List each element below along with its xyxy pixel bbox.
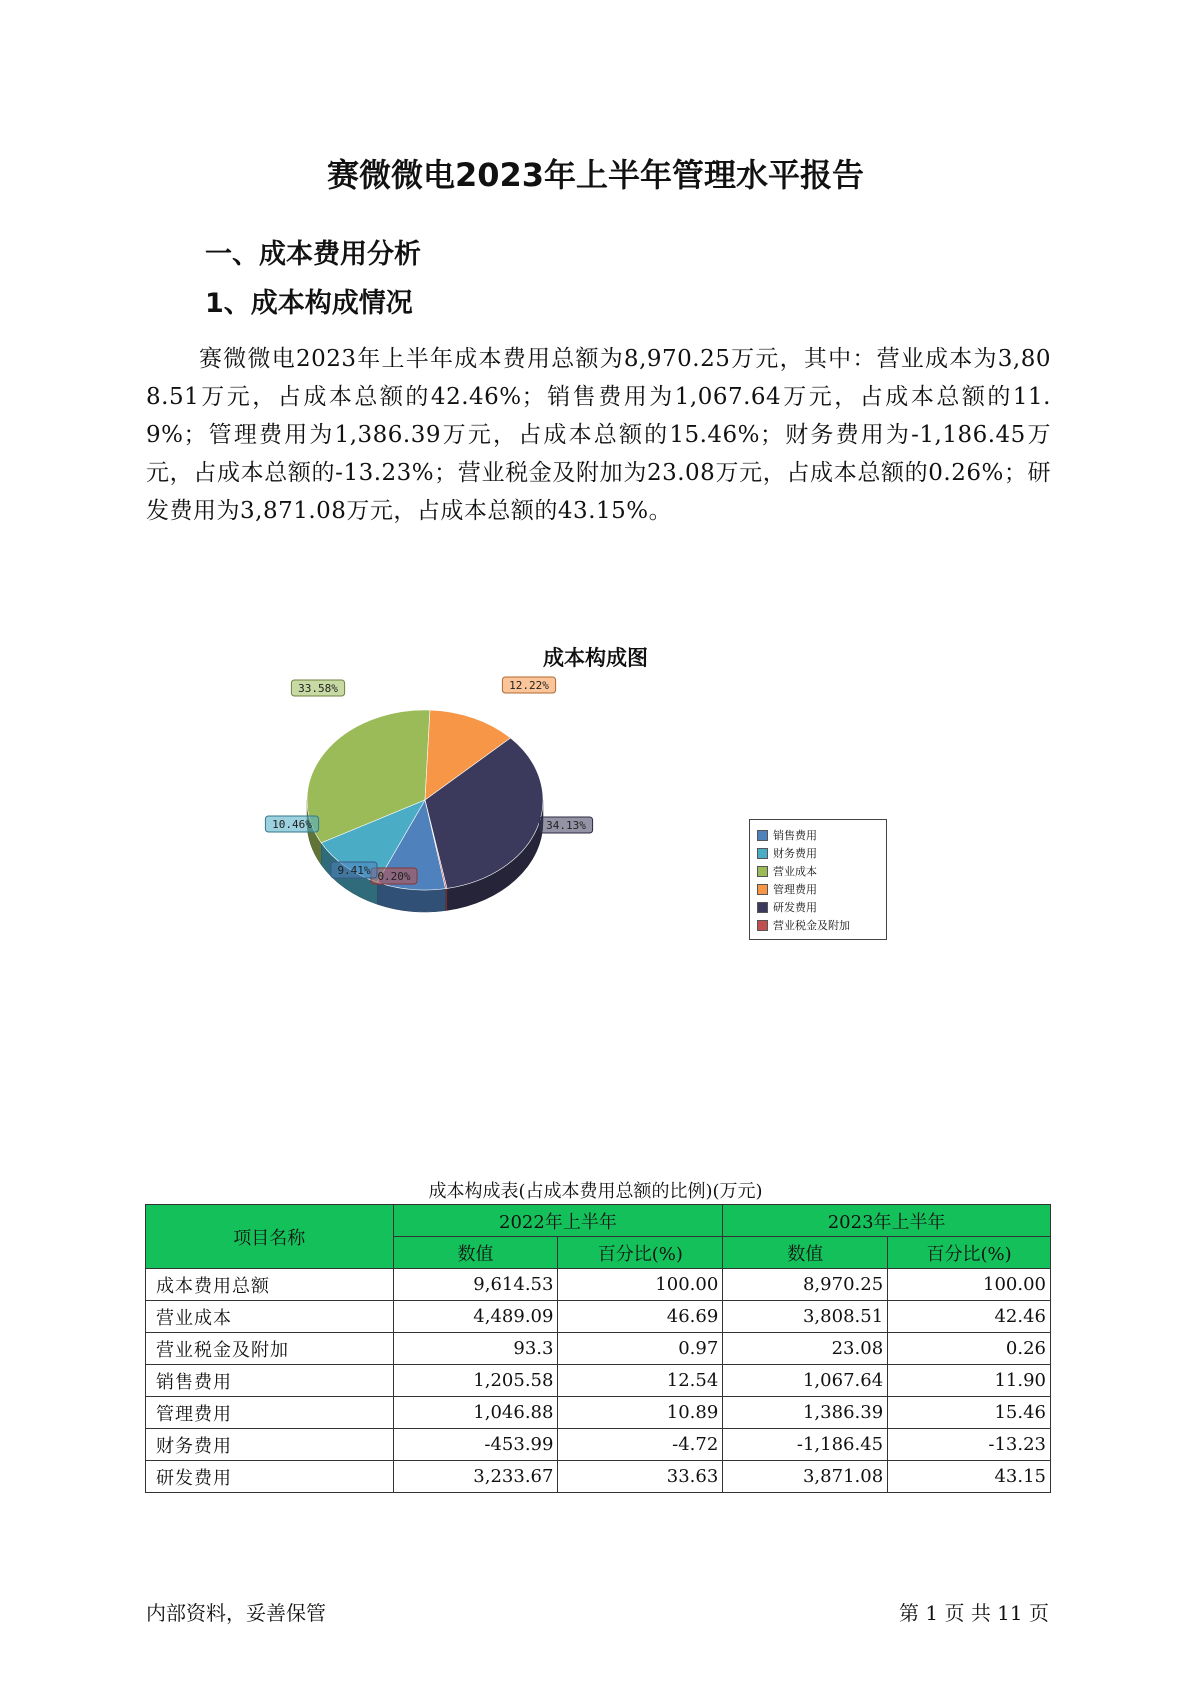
legend-label: 财务费用 — [773, 847, 817, 860]
data-label — [502, 677, 555, 693]
data-label-text: 33.58% — [298, 682, 338, 695]
legend-label: 营业成本 — [773, 865, 817, 878]
data-label-text: 12.22% — [509, 679, 549, 692]
table-row — [146, 1397, 1051, 1429]
cell-pct-2023: 15.46 — [888, 1397, 1051, 1429]
legend-item — [757, 880, 881, 898]
cell-pct-2023: -13.23 — [888, 1429, 1051, 1461]
row-name: 财务费用 — [146, 1429, 394, 1461]
cell-value-2022: 4,489.09 — [393, 1301, 558, 1333]
legend-swatch — [757, 920, 768, 931]
chart-legend — [749, 819, 887, 940]
cell-value-2023: 1,386.39 — [723, 1397, 888, 1429]
legend-swatch — [757, 884, 768, 895]
data-label — [331, 862, 377, 878]
header-value-2023: 数值 — [723, 1237, 888, 1269]
legend-item — [757, 898, 881, 916]
table-row — [146, 1333, 1051, 1365]
cell-value-2023: 8,970.25 — [723, 1269, 888, 1301]
cell-value-2022: 9,614.53 — [393, 1269, 558, 1301]
legend-label: 研发费用 — [773, 901, 817, 914]
page-title: 赛微微电2023年上半年管理水平报告 — [326, 156, 865, 194]
cell-pct-2022: 46.69 — [558, 1301, 723, 1333]
data-label — [265, 816, 318, 832]
row-name: 销售费用 — [146, 1365, 394, 1397]
cell-value-2023: 3,871.08 — [723, 1461, 888, 1493]
cell-pct-2023: 43.15 — [888, 1461, 1051, 1493]
row-name: 管理费用 — [146, 1397, 394, 1429]
cell-value-2023: 3,808.51 — [723, 1301, 888, 1333]
table-row — [146, 1269, 1051, 1301]
cell-value-2022: 3,233.67 — [393, 1461, 558, 1493]
data-label — [291, 680, 344, 696]
table-row — [146, 1429, 1051, 1461]
cell-pct-2023: 100.00 — [888, 1269, 1051, 1301]
cell-value-2022: -453.99 — [393, 1429, 558, 1461]
data-label-text: 34.13% — [546, 819, 586, 832]
legend-label: 营业税金及附加 — [773, 919, 850, 932]
cell-pct-2023: 42.46 — [888, 1301, 1051, 1333]
summary-paragraph: 赛微微电2023年上半年成本费用总额为8,970.25万元，其中：营业成本为3,808.51万元，占成本总额的42.46%；销售费用为1,067.64万元，占成本总额的11.9%；管理费用为1,386.39万元，占成本总额的15.46%；财务费用为-1,186.45万元，占成本总额的-13.23%；营业税金及附加为23.08万元，占成本总额的0.26%；研发费用为3,871.08万元，占成本总额的43.15%。 — [146, 346, 1051, 524]
cell-value-2023: -1,186.45 — [723, 1429, 888, 1461]
page-number: 第 1 页 共 11 页 — [899, 1601, 1049, 1625]
header-item-name: 项目名称 — [146, 1205, 394, 1269]
row-name: 营业税金及附加 — [146, 1333, 394, 1365]
cell-pct-2023: 0.26 — [888, 1333, 1051, 1365]
table-row — [146, 1301, 1051, 1333]
footer-note: 内部资料，妥善保管 — [146, 1601, 326, 1625]
cost-table — [145, 1204, 1051, 1493]
row-name: 研发费用 — [146, 1461, 394, 1493]
chart-title: 成本构成图 — [543, 646, 648, 670]
cell-value-2022: 93.3 — [393, 1333, 558, 1365]
legend-item — [757, 826, 881, 844]
header-value-2022: 数值 — [393, 1237, 558, 1269]
cell-value-2023: 1,067.64 — [723, 1365, 888, 1397]
header-period-2022: 2022年上半年 — [393, 1205, 723, 1237]
cell-pct-2022: -4.72 — [558, 1429, 723, 1461]
legend-swatch — [757, 848, 768, 859]
row-name: 成本费用总额 — [146, 1269, 394, 1301]
cell-pct-2022: 10.89 — [558, 1397, 723, 1429]
legend-item — [757, 862, 881, 880]
pie-chart — [0, 679, 760, 980]
legend-label: 管理费用 — [773, 883, 817, 896]
cell-pct-2022: 0.97 — [558, 1333, 723, 1365]
data-label — [539, 817, 592, 833]
table-row — [146, 1461, 1051, 1493]
cell-pct-2023: 11.90 — [888, 1365, 1051, 1397]
section-heading: 一、成本费用分析 — [205, 239, 421, 270]
row-name: 营业成本 — [146, 1301, 394, 1333]
cell-pct-2022: 100.00 — [558, 1269, 723, 1301]
legend-label: 销售费用 — [773, 829, 817, 842]
cell-pct-2022: 33.63 — [558, 1461, 723, 1493]
legend-item — [757, 844, 881, 862]
data-label-text: 9.41% — [337, 864, 371, 877]
data-label — [371, 868, 417, 884]
cell-value-2022: 1,046.88 — [393, 1397, 558, 1429]
cell-value-2022: 1,205.58 — [393, 1365, 558, 1397]
legend-swatch — [757, 902, 768, 913]
legend-swatch — [757, 866, 768, 877]
sub-heading: 1、成本构成情况 — [205, 288, 413, 319]
data-label-text: 10.46% — [272, 818, 312, 831]
legend-swatch — [757, 830, 768, 841]
table-caption: 成本构成表(占成本费用总额的比例)(万元) — [428, 1181, 763, 1202]
cell-value-2023: 23.08 — [723, 1333, 888, 1365]
data-label-text: 0.20% — [377, 870, 411, 883]
header-period-2023: 2023年上半年 — [723, 1205, 1051, 1237]
header-pct-2023: 百分比(%) — [888, 1237, 1051, 1269]
table-row — [146, 1365, 1051, 1397]
cell-pct-2022: 12.54 — [558, 1365, 723, 1397]
header-pct-2022: 百分比(%) — [558, 1237, 723, 1269]
legend-item — [757, 916, 881, 934]
